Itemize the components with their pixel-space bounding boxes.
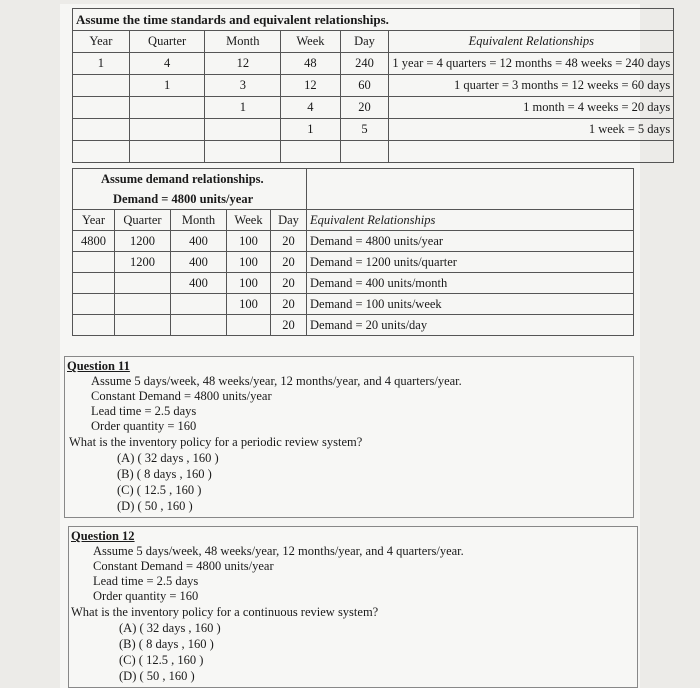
q11-question: What is the inventory policy for a periodic review system? bbox=[69, 435, 363, 449]
cell: 100 bbox=[227, 273, 271, 294]
cell bbox=[115, 315, 171, 336]
header-day: Day bbox=[340, 31, 389, 53]
table-row bbox=[73, 252, 634, 273]
table-row bbox=[73, 75, 674, 97]
cell bbox=[73, 273, 115, 294]
q11-order-quantity: Order quantity = 160 bbox=[91, 419, 197, 433]
table-row bbox=[73, 231, 634, 252]
cell-relationship: Demand = 20 units/day bbox=[307, 315, 634, 336]
header-week: Week bbox=[281, 31, 340, 53]
cell: 20 bbox=[271, 252, 307, 273]
q11-demand: Constant Demand = 4800 units/year bbox=[91, 389, 272, 403]
header-equivalent: Equivalent Relationships bbox=[307, 210, 634, 231]
cell: 240 bbox=[340, 53, 389, 75]
header-month: Month bbox=[205, 31, 281, 53]
question-11-heading: Question 11 bbox=[67, 359, 130, 373]
time-table-header-row bbox=[73, 31, 674, 53]
cell-relationship: 1 quarter = 3 months = 12 weeks = 60 days bbox=[389, 75, 674, 97]
cell: 5 bbox=[340, 119, 389, 141]
cell: 400 bbox=[171, 231, 227, 252]
q12-lead-time: Lead time = 2.5 days bbox=[93, 574, 199, 588]
q11-option-d[interactable]: (D) ( 50 , 160 ) bbox=[117, 499, 193, 513]
header-month: Month bbox=[171, 210, 227, 231]
cell-relationship: Demand = 400 units/month bbox=[307, 273, 634, 294]
time-standards-table bbox=[72, 8, 674, 163]
header-quarter: Quarter bbox=[129, 31, 205, 53]
demand-table-title: Assume demand relationships. bbox=[73, 169, 307, 190]
q12-question: What is the inventory policy for a continuous review system? bbox=[71, 605, 379, 619]
cell: 12 bbox=[205, 53, 281, 75]
header-year: Year bbox=[73, 210, 115, 231]
cell: 48 bbox=[281, 53, 340, 75]
cell: 1 bbox=[129, 75, 205, 97]
cell: 4800 bbox=[73, 231, 115, 252]
q12-option-d[interactable]: (D) ( 50 , 160 ) bbox=[119, 669, 195, 683]
cell: 100 bbox=[227, 252, 271, 273]
cell bbox=[227, 315, 271, 336]
header-week: Week bbox=[227, 210, 271, 231]
cell bbox=[73, 294, 115, 315]
cell: 100 bbox=[227, 231, 271, 252]
q11-option-a[interactable]: (A) ( 32 days , 160 ) bbox=[117, 451, 219, 465]
q12-option-a[interactable]: (A) ( 32 days , 160 ) bbox=[119, 621, 221, 635]
question-12-box bbox=[68, 526, 638, 688]
cell-relationship: 1 month = 4 weeks = 20 days bbox=[389, 97, 674, 119]
cell: 1200 bbox=[115, 252, 171, 273]
cell bbox=[73, 315, 115, 336]
time-table-title: Assume the time standards and equivalent relationships. bbox=[73, 9, 389, 31]
cell bbox=[73, 252, 115, 273]
cell-relationship: 1 week = 5 days bbox=[389, 119, 674, 141]
cell: 20 bbox=[271, 315, 307, 336]
cell-relationship: Demand = 4800 units/year bbox=[307, 231, 634, 252]
cell: 4 bbox=[281, 97, 340, 119]
table-row bbox=[73, 97, 674, 119]
cell: 20 bbox=[271, 231, 307, 252]
table-row bbox=[73, 119, 674, 141]
cell-relationship: Demand = 1200 units/quarter bbox=[307, 252, 634, 273]
header-equivalent: Equivalent Relationships bbox=[389, 31, 674, 53]
cell: 400 bbox=[171, 252, 227, 273]
cell: 1 bbox=[205, 97, 281, 119]
cell: 60 bbox=[340, 75, 389, 97]
cell bbox=[129, 97, 205, 119]
cell bbox=[115, 273, 171, 294]
cell: 1 bbox=[281, 119, 340, 141]
demand-table bbox=[72, 168, 634, 336]
cell bbox=[205, 119, 281, 141]
demand-table-header-row bbox=[73, 210, 634, 231]
cell: 1 bbox=[73, 53, 130, 75]
cell: 20 bbox=[340, 97, 389, 119]
q11-assumption: Assume 5 days/week, 48 weeks/year, 12 months/year, and 4 quarters/year. bbox=[91, 374, 462, 388]
q12-option-c[interactable]: (C) ( 12.5 , 160 ) bbox=[119, 653, 204, 667]
table-row bbox=[73, 273, 634, 294]
cell-relationship: 1 year = 4 quarters = 12 months = 48 weeks = 240 days bbox=[389, 53, 674, 75]
q11-option-c[interactable]: (C) ( 12.5 , 160 ) bbox=[117, 483, 202, 497]
header-quarter: Quarter bbox=[115, 210, 171, 231]
cell bbox=[171, 294, 227, 315]
cell: 400 bbox=[171, 273, 227, 294]
q11-option-b[interactable]: (B) ( 8 days , 160 ) bbox=[117, 467, 212, 481]
demand-table-subtitle: Demand = 4800 units/year bbox=[73, 189, 307, 210]
cell: 3 bbox=[205, 75, 281, 97]
q12-demand: Constant Demand = 4800 units/year bbox=[93, 559, 274, 573]
q12-assumption: Assume 5 days/week, 48 weeks/year, 12 months/year, and 4 quarters/year. bbox=[93, 544, 464, 558]
cell bbox=[73, 97, 130, 119]
header-year: Year bbox=[73, 31, 130, 53]
cell: 100 bbox=[227, 294, 271, 315]
cell: 12 bbox=[281, 75, 340, 97]
cell bbox=[73, 119, 130, 141]
q11-lead-time: Lead time = 2.5 days bbox=[91, 404, 197, 418]
cell: 4 bbox=[129, 53, 205, 75]
cell bbox=[73, 75, 130, 97]
q12-order-quantity: Order quantity = 160 bbox=[93, 589, 199, 603]
cell: 20 bbox=[271, 294, 307, 315]
question-11-box bbox=[64, 356, 634, 518]
table-row bbox=[73, 294, 634, 315]
cell bbox=[171, 315, 227, 336]
table-row bbox=[73, 315, 634, 336]
header-day: Day bbox=[271, 210, 307, 231]
cell bbox=[115, 294, 171, 315]
cell bbox=[129, 119, 205, 141]
q12-option-b[interactable]: (B) ( 8 days , 160 ) bbox=[119, 637, 214, 651]
question-12-heading: Question 12 bbox=[71, 529, 135, 543]
cell: 20 bbox=[271, 273, 307, 294]
table-row bbox=[73, 53, 674, 75]
cell: 1200 bbox=[115, 231, 171, 252]
cell-relationship: Demand = 100 units/week bbox=[307, 294, 634, 315]
